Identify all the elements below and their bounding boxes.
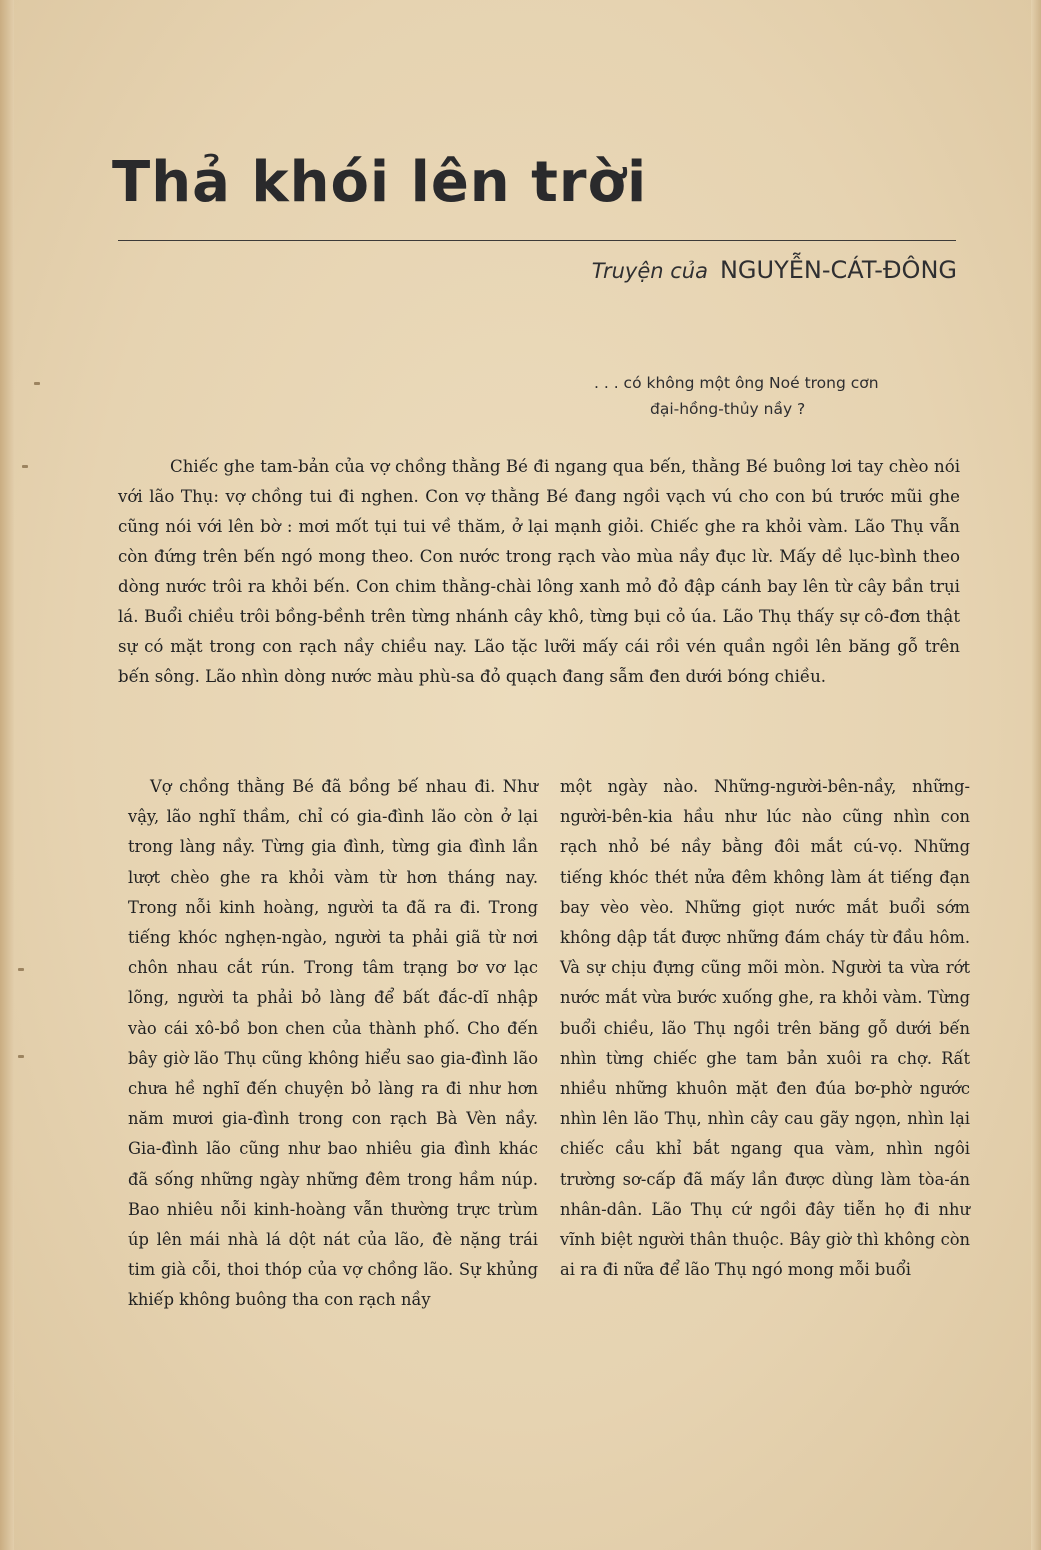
margin-mark <box>18 1055 24 1058</box>
margin-mark <box>22 465 28 468</box>
byline-label: Truyện của <box>591 259 708 283</box>
intro-paragraph: Chiếc ghe tam-bản của vợ chồng thằng Bé đi ngang qua bến, thằng Bé buông lơi tay chèo nói với lão Thụ: vợ chồng tui đi nghen. Con vợ thằng Bé đang ngồi vạch vú cho con bú trước mũi ghe cũng nói với lên bờ : mơi mốt tụi tui về thăm, ở lại mạnh giỏi. Chiếc ghe ra khỏi vàm. Lão Thụ vẫn còn đứng trên bến ngó mong theo. Con nước trong rạch vào mùa nầy đục lừ. Mấy dề lục-bình theo dòng nước trôi ra khỏi bến. Con chim thằng-chài lông xanh mỏ đỏ đập cánh bay lên từ cây bần trụi lá. Buổi chiều trôi bồng-bềnh trên từng nhánh cây khô, từng bụi cỏ úa. Lão Thụ thấy sự cô-đơn thật sự có mặt trong con rạch nầy chiều nay. Lão tặc lưỡi mấy cái rồi vén quần ngồi lên băng gỗ trên bến sông. Lão nhìn dòng nước màu phù-sa đỏ quạch đang sẫm đen dưới bóng chiều. <box>118 457 960 686</box>
page-edge-left <box>0 0 14 1550</box>
body-column-left: Vợ chồng thằng Bé đã bồng bế nhau đi. Như vậy, lão nghĩ thầm, chỉ có gia-đình lão còn ở lại trong làng nầy. Từng gia đình, từng gia đình lần lượt chèo ghe ra khỏi vàm từ hơn tháng nay. Trong nỗi kinh hoàng, người ta đã ra đi. Trong tiếng khóc nghẹn-ngào, người ta phải giã từ nơi chôn nhau cắt rún. Trong tâm trạng bơ vơ lạc lõng, người ta phải bỏ làng để bất đắc-dĩ nhập vào cái xô-bồ bon chen của thành phố. Cho đến bây giờ lão Thụ cũng không hiểu sao gia-đình lão chưa hề nghĩ đến chuyện bỏ làng ra đi như hơn năm mươi gia-đình trong con rạch Bà Vèn nầy. Gia-đình lão cũng như bao nhiêu gia đình khác đã sống những ngày những đêm trong hầm núp. Bao nhiêu nỗi kinh-hoàng vẫn thường trực trùm úp lên mái nhà lá dột nát của lão, đè nặng trái tim già cỗi, thoi thóp của vợ chồng lão. Sự khủng khiếp không buông tha con rạch nầy <box>128 777 538 1310</box>
page-edge-right <box>1031 0 1041 1550</box>
body-column-right: một ngày nào. Những-người-bên-nầy, những-người-bên-kia hầu như lúc nào cũng nhìn con rạch nhỏ bé nầy bằng đôi mắt cú-vọ. Những tiếng khóc thét nửa đêm không làm át tiếng đạn bay vèo vèo. Những giọt nước mắt buổi sớm không dập tắt được những đám cháy từ đầu hôm. Và sự chịu đựng cũng mõi mòn. Người ta vừa rớt nước mắt vừa bước xuống ghe, ra khỏi vàm. Từng buổi chiều, lão Thụ ngồi trên băng gỗ dưới bến nhìn từng chiếc ghe tam bản xuôi ra chợ. Rất nhiều những khuôn mặt đen đúa bơ-phờ ngước nhìn lên lão Thụ, nhìn cây cau gãy ngọn, nhìn lại chiếc cầu khỉ bắt ngang qua vàm, nhìn ngôi trường sơ-cấp đã mấy lần được dùng làm tòa-án nhân-dân. Lão Thụ cứ ngồi đây tiễn họ đi như vĩnh biệt người thân thuộc. Bây giờ thì không còn ai ra đi nữa để lão Thụ ngó mong mỗi buổi <box>560 777 970 1280</box>
epigraph <box>594 370 974 422</box>
margin-mark <box>18 968 24 971</box>
byline <box>592 256 957 284</box>
article-title: Thả khói lên trời <box>112 150 648 215</box>
margin-mark <box>34 382 40 385</box>
epigraph-line-2: đại-hồng-thủy nầy ? <box>650 400 806 418</box>
author-name: NGUYỄN-CÁT-ĐÔNG <box>719 256 957 284</box>
title-divider <box>118 240 956 241</box>
epigraph-line-1: . . . có không một ông Noé trong cơn <box>594 374 879 392</box>
